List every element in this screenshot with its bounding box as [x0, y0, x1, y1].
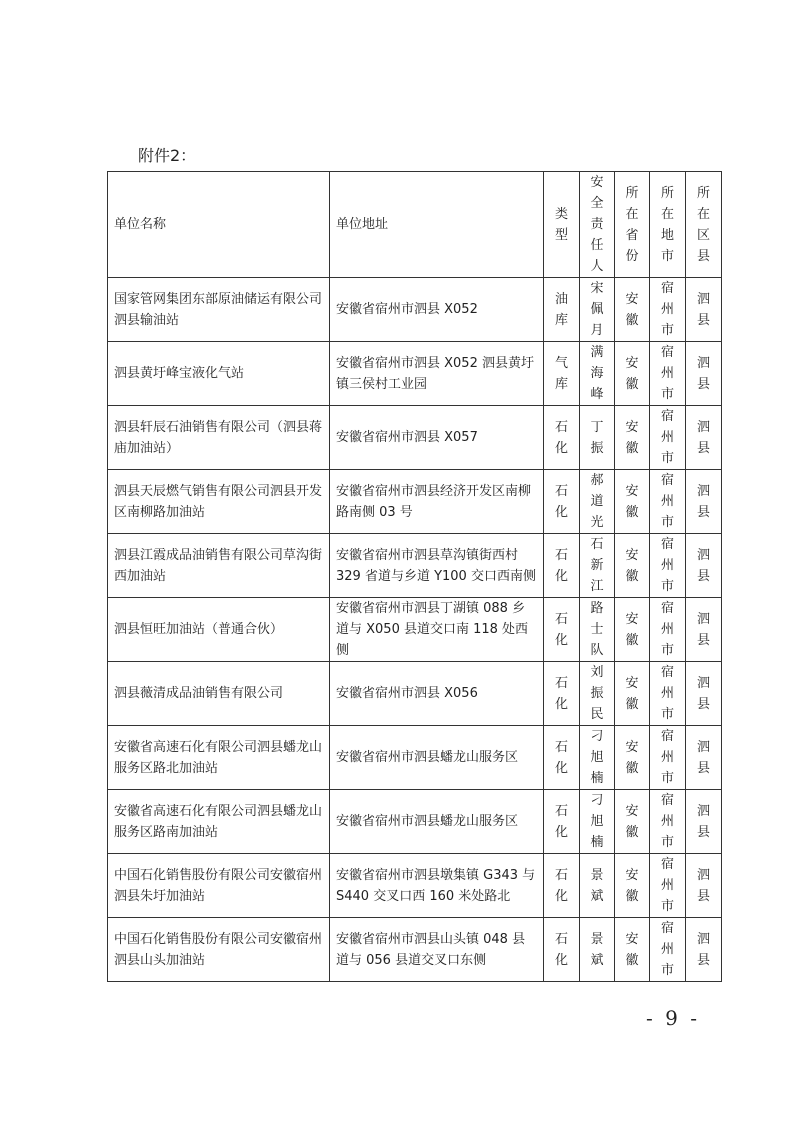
cell-province: 安徽 — [625, 547, 639, 584]
cell-province: 安徽 — [625, 803, 639, 840]
table-body — [108, 278, 722, 982]
cell-district: 泗县 — [696, 547, 710, 584]
cell-name: 泗县江霞成品油销售有限公司草沟街西加油站 — [108, 534, 330, 598]
cell-city: 宿州市 — [660, 473, 674, 530]
cell-name: 泗县恒旺加油站（普通合伙） — [108, 598, 330, 662]
cell-type: 气库 — [554, 355, 568, 392]
cell-city: 宿州市 — [660, 921, 674, 978]
cell-city: 宿州市 — [660, 601, 674, 658]
cell-district: 泗县 — [696, 931, 710, 968]
cell-province: 安徽 — [625, 675, 639, 712]
cell-district: 泗县 — [696, 675, 710, 712]
cell-type: 石化 — [554, 931, 568, 968]
cell-address: 安徽省宿州市泗县 X056 — [330, 662, 544, 726]
cell-city: 宿州市 — [660, 281, 674, 338]
cell-address: 安徽省宿州市泗县 X052 泗县黄圩镇三侯村工业园 — [330, 342, 544, 406]
cell-province: 安徽 — [625, 291, 639, 328]
cell-city: 宿州市 — [660, 857, 674, 914]
cell-type: 油库 — [554, 291, 568, 328]
station-table — [107, 171, 722, 982]
cell-district: 泗县 — [696, 803, 710, 840]
header-district: 所在区县 — [696, 185, 710, 264]
cell-responsible: 郝道光 — [590, 473, 604, 530]
header-address: 单位地址 — [330, 172, 544, 278]
cell-district: 泗县 — [696, 739, 710, 776]
cell-type: 石化 — [554, 483, 568, 520]
cell-address: 安徽省宿州市泗县蟠龙山服务区 — [330, 790, 544, 854]
table-header-row — [108, 172, 722, 278]
cell-responsible: 景斌 — [590, 867, 604, 904]
cell-province: 安徽 — [625, 931, 639, 968]
cell-name: 泗县天辰燃气销售有限公司泗县开发区南柳路加油站 — [108, 470, 330, 534]
cell-province: 安徽 — [625, 419, 639, 456]
header-responsible: 安全责任人 — [590, 175, 604, 274]
cell-address: 安徽省宿州市泗县 X057 — [330, 406, 544, 470]
cell-type: 石化 — [554, 419, 568, 456]
cell-name: 安徽省高速石化有限公司泗县蟠龙山服务区路北加油站 — [108, 726, 330, 790]
table-row — [108, 470, 722, 534]
cell-city: 宿州市 — [660, 409, 674, 466]
header-district-cell — [686, 172, 722, 278]
cell-name: 泗县薇清成品油销售有限公司 — [108, 662, 330, 726]
header-type: 类型 — [554, 206, 568, 243]
cell-responsible: 刁旭楠 — [590, 793, 604, 850]
table-row — [108, 918, 722, 982]
cell-type: 石化 — [554, 675, 568, 712]
cell-address: 安徽省宿州市泗县经济开发区南柳路南侧 03 号 — [330, 470, 544, 534]
cell-name: 中国石化销售股份有限公司安徽宿州泗县朱圩加油站 — [108, 854, 330, 918]
table-row — [108, 662, 722, 726]
page-number: - 9 - — [646, 1006, 700, 1030]
attachment-label: 附件2： — [138, 146, 197, 165]
cell-responsible: 石新江 — [590, 537, 604, 594]
cell-province: 安徽 — [625, 739, 639, 776]
cell-address: 安徽省宿州市泗县丁湖镇 088 乡道与 X050 县道交口南 118 处西侧 — [330, 598, 544, 662]
cell-address: 安徽省宿州市泗县蟠龙山服务区 — [330, 726, 544, 790]
cell-address: 安徽省宿州市泗县 X052 — [330, 278, 544, 342]
cell-responsible: 刘振民 — [590, 665, 604, 722]
cell-type: 石化 — [554, 803, 568, 840]
cell-type: 石化 — [554, 867, 568, 904]
cell-name: 泗县黄圩峰宝液化气站 — [108, 342, 330, 406]
table-row — [108, 342, 722, 406]
cell-name: 中国石化销售股份有限公司安徽宿州泗县山头加油站 — [108, 918, 330, 982]
header-province-cell — [615, 172, 650, 278]
table-row — [108, 790, 722, 854]
cell-name: 泗县轩辰石油销售有限公司（泗县蒋庙加油站） — [108, 406, 330, 470]
cell-district: 泗县 — [696, 611, 710, 648]
cell-address: 安徽省宿州市泗县墩集镇 G343 与 S440 交叉口西 160 米处路北 — [330, 854, 544, 918]
cell-type: 石化 — [554, 611, 568, 648]
cell-district: 泗县 — [696, 483, 710, 520]
header-province: 所在省份 — [625, 185, 639, 264]
table-row — [108, 854, 722, 918]
cell-name: 国家管网集团东部原油储运有限公司泗县输油站 — [108, 278, 330, 342]
table-row — [108, 406, 722, 470]
cell-responsible: 路士队 — [590, 601, 604, 658]
header-city: 所在地市 — [660, 185, 674, 264]
cell-responsible: 宋佩月 — [590, 281, 604, 338]
cell-address: 安徽省宿州市泗县草沟镇街西村 329 省道与乡道 Y100 交口西南侧 — [330, 534, 544, 598]
cell-city: 宿州市 — [660, 729, 674, 786]
cell-responsible: 丁振 — [590, 419, 604, 456]
header-type-cell — [544, 172, 580, 278]
cell-type: 石化 — [554, 547, 568, 584]
cell-responsible: 景斌 — [590, 931, 604, 968]
table-row — [108, 726, 722, 790]
table-row — [108, 534, 722, 598]
cell-province: 安徽 — [625, 355, 639, 392]
cell-city: 宿州市 — [660, 537, 674, 594]
cell-district: 泗县 — [696, 419, 710, 456]
cell-city: 宿州市 — [660, 793, 674, 850]
cell-city: 宿州市 — [660, 345, 674, 402]
cell-district: 泗县 — [696, 867, 710, 904]
cell-type: 石化 — [554, 739, 568, 776]
cell-responsible: 刁旭楠 — [590, 729, 604, 786]
cell-responsible: 满海峰 — [590, 345, 604, 402]
header-responsible-cell — [580, 172, 615, 278]
table-row — [108, 278, 722, 342]
cell-address: 安徽省宿州市泗县山头镇 048 县道与 056 县道交叉口东侧 — [330, 918, 544, 982]
cell-district: 泗县 — [696, 291, 710, 328]
header-city-cell — [650, 172, 686, 278]
header-name: 单位名称 — [108, 172, 330, 278]
cell-province: 安徽 — [625, 611, 639, 648]
cell-province: 安徽 — [625, 483, 639, 520]
cell-province: 安徽 — [625, 867, 639, 904]
cell-name: 安徽省高速石化有限公司泗县蟠龙山服务区路南加油站 — [108, 790, 330, 854]
cell-district: 泗县 — [696, 355, 710, 392]
cell-city: 宿州市 — [660, 665, 674, 722]
table-row — [108, 598, 722, 662]
